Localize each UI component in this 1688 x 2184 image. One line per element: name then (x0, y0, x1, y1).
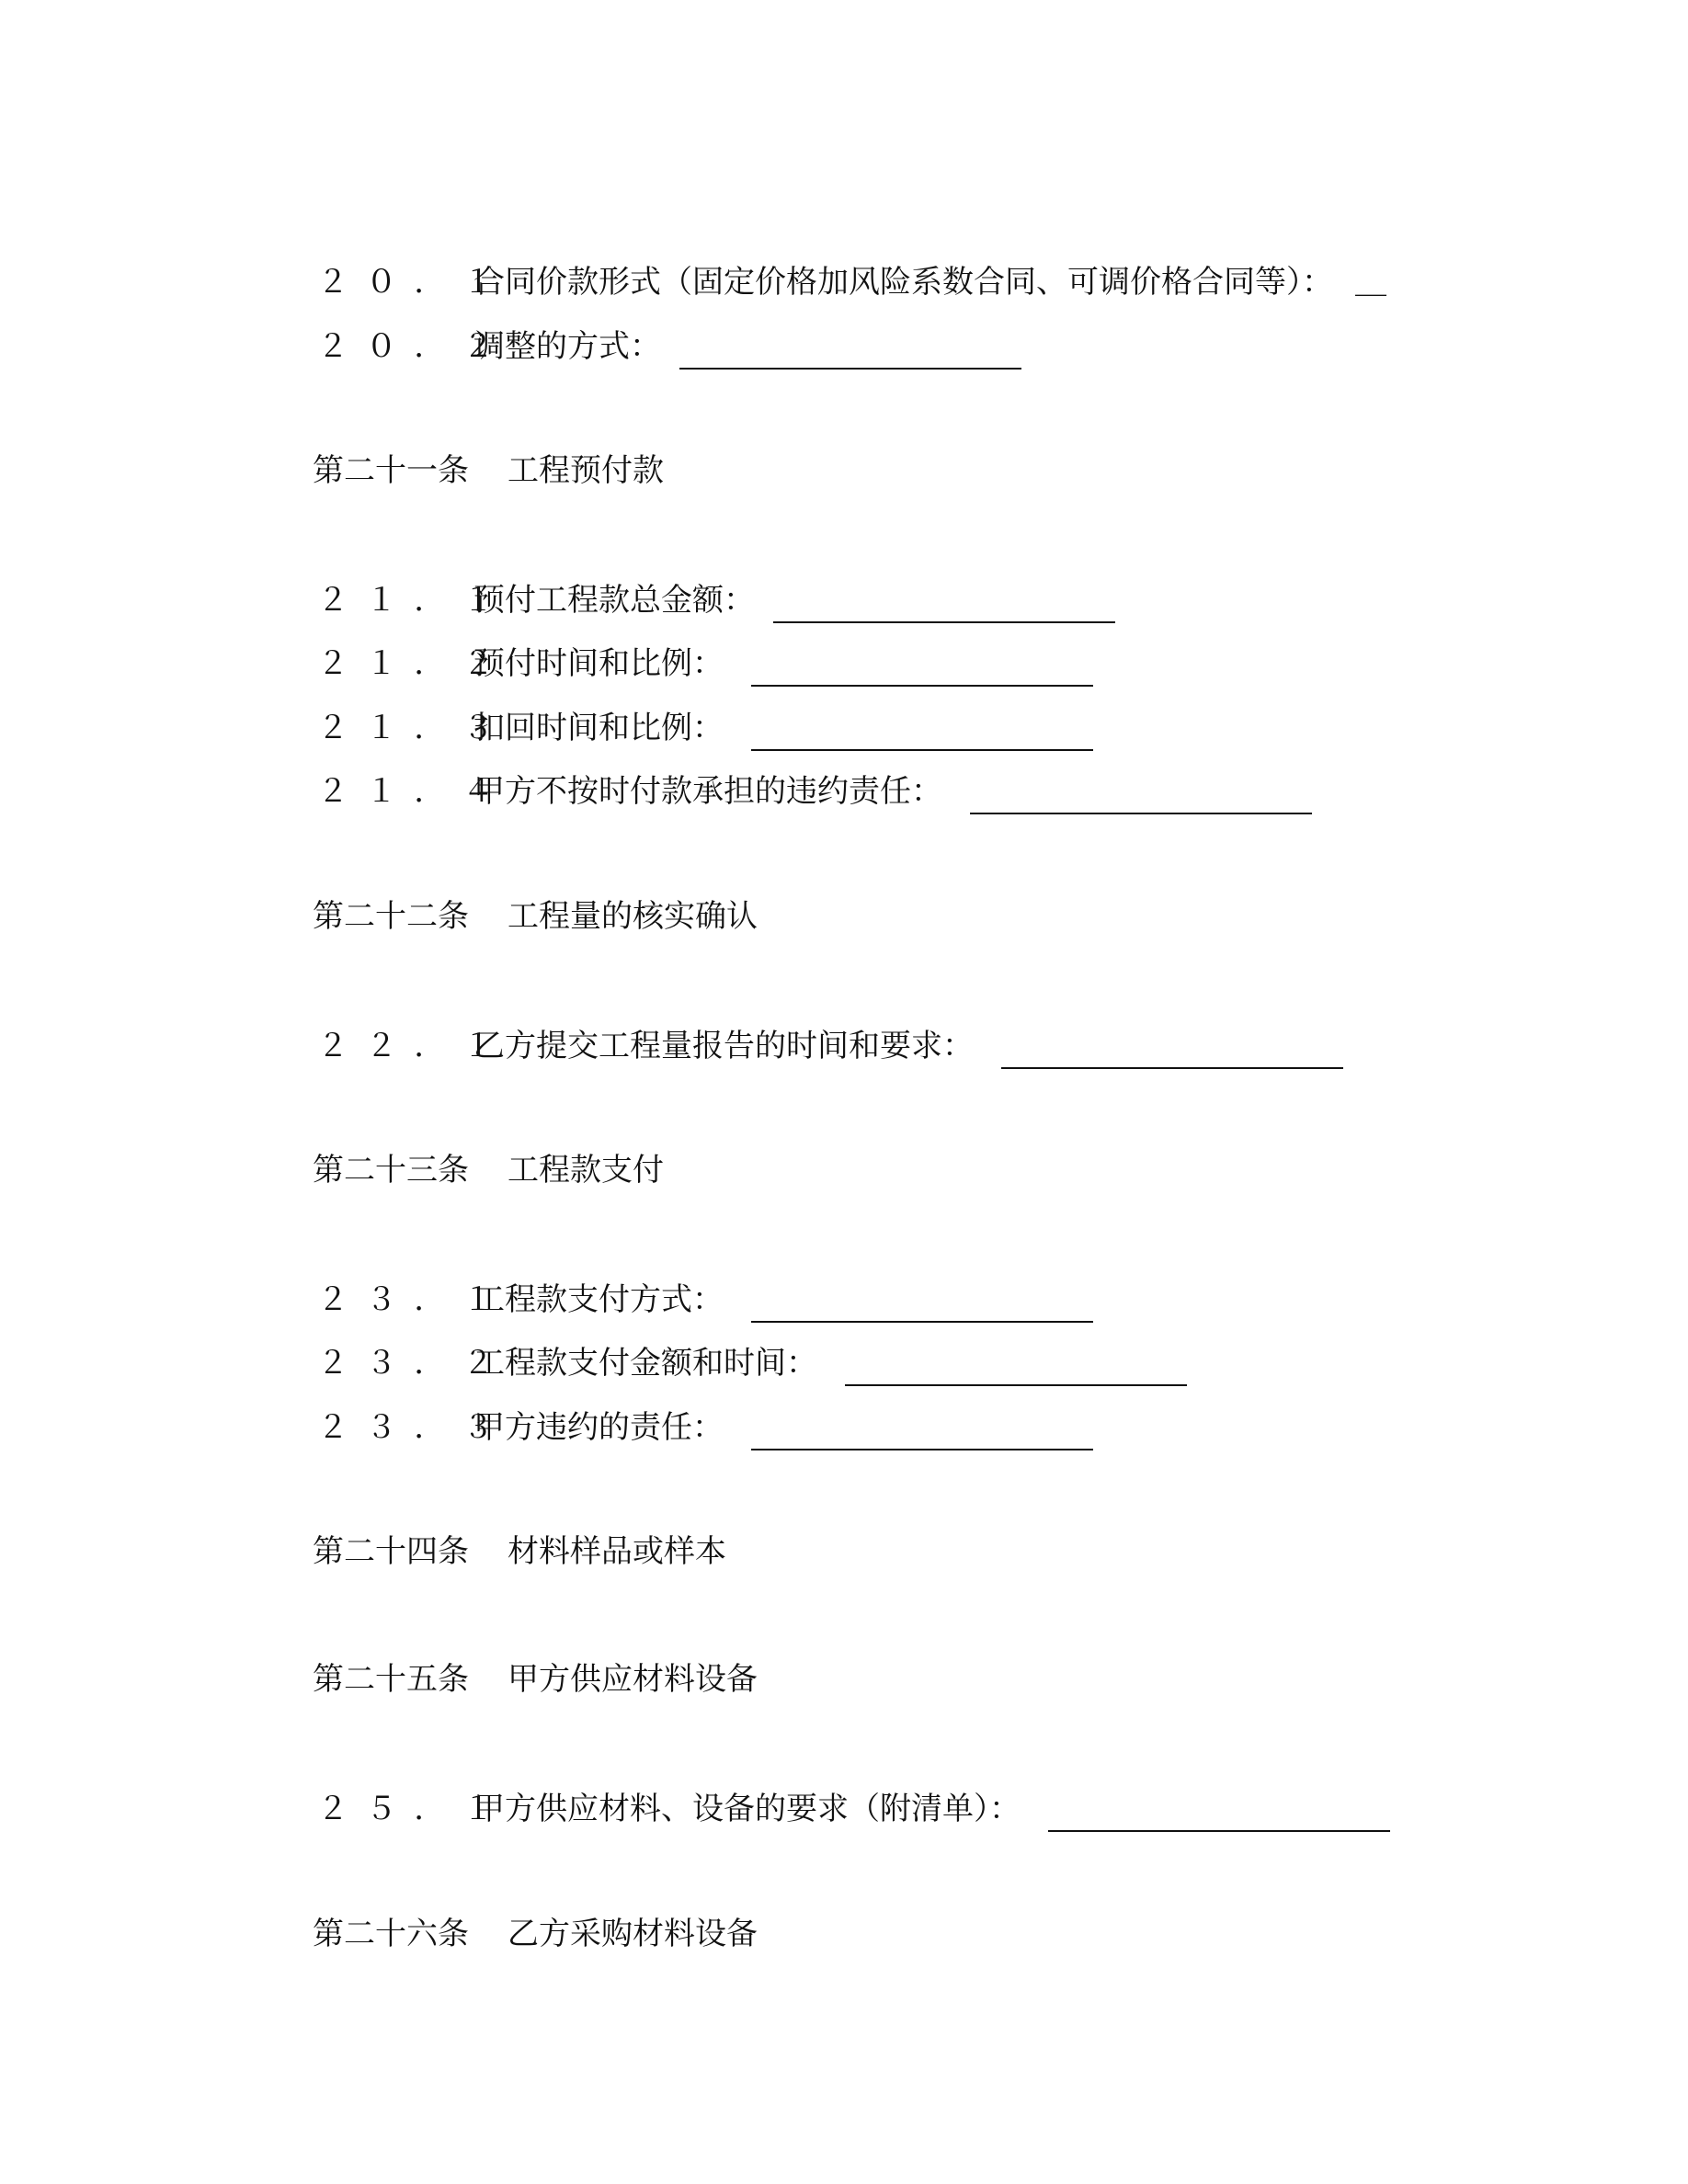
fill-in-blank[interactable] (751, 1321, 1093, 1323)
clause-22-1 (317, 1030, 1343, 1062)
article-21-heading (313, 452, 664, 489)
article-number: 第二十一条 (313, 452, 469, 489)
clause-number: ２０．２ (317, 328, 511, 365)
fill-in-blank[interactable] (970, 813, 1312, 814)
clause-25-1 (317, 1793, 1390, 1825)
clause-number: ２１．３ (317, 710, 511, 746)
clause-number: ２１．１ (317, 582, 511, 619)
article-24-heading (313, 1533, 726, 1570)
article-title: 工程款支付 (508, 1152, 664, 1189)
fill-in-blank[interactable] (1048, 1830, 1390, 1832)
fill-in-blank[interactable] (751, 749, 1093, 751)
article-title: 工程预付款 (508, 452, 664, 489)
clause-text: 甲方违约的责任： (473, 1409, 724, 1446)
clause-text: 甲方不按时付款承担的违约责任： (473, 773, 942, 810)
clause-text: 工程款支付金额和时间： (473, 1345, 817, 1382)
fill-in-blank[interactable] (751, 1449, 1093, 1450)
clause-text: 甲方供应材料、设备的要求（附清单）： (473, 1791, 1021, 1827)
article-title: 乙方采购材料设备 (508, 1916, 758, 1952)
clause-text: 扣回时间和比例： (473, 710, 724, 746)
clause-number: ２１．２ (317, 645, 511, 682)
fill-in-blank[interactable] (751, 685, 1093, 687)
fill-in-blank[interactable] (679, 368, 1021, 370)
article-title: 工程量的核实确认 (508, 898, 758, 935)
clause-number: ２３．２ (317, 1345, 511, 1382)
clause-20-1 (317, 264, 1386, 301)
clause-text: 预付时间和比例： (473, 645, 724, 682)
fill-in-blank[interactable] (1001, 1067, 1343, 1069)
clause-23-3 (317, 1409, 1093, 1446)
article-23-heading (313, 1152, 664, 1189)
clause-number: ２２．１ (317, 1028, 511, 1064)
article-22-heading (313, 898, 758, 935)
fill-in-blank[interactable] (773, 621, 1115, 623)
article-number: 第二十二条 (313, 898, 469, 935)
clause-number: ２１．４ (317, 773, 511, 810)
clause-number: ２３．３ (317, 1409, 511, 1446)
clause-number: ２０．１ (317, 264, 511, 301)
article-number: 第二十五条 (313, 1661, 469, 1698)
clause-21-2 (317, 645, 1093, 682)
clause-23-1 (317, 1281, 1093, 1318)
clause-21-3 (317, 712, 1093, 744)
clause-21-1 (317, 582, 1115, 619)
article-title: 材料样品或样本 (508, 1533, 726, 1570)
clause-text: 调整的方式： (473, 328, 661, 365)
clause-number: ２５．１ (317, 1791, 511, 1827)
fill-in-blank[interactable]: ＿ (1355, 264, 1386, 301)
article-26-heading (313, 1918, 758, 1950)
clause-text: 合同价款形式（固定价格加风险系数合同、可调价格合同等）： (473, 264, 1333, 301)
clause-number: ２３．１ (317, 1281, 511, 1318)
article-title: 甲方供应材料设备 (508, 1661, 758, 1698)
article-number: 第二十四条 (313, 1533, 469, 1570)
article-number: 第二十六条 (313, 1916, 469, 1952)
clause-text: 预付工程款总金额： (473, 582, 755, 619)
clause-23-2 (317, 1345, 1187, 1382)
clause-21-4 (317, 773, 1312, 810)
article-25-heading (313, 1661, 758, 1698)
clause-20-2 (317, 328, 1021, 365)
article-number: 第二十三条 (313, 1152, 469, 1189)
clause-text: 乙方提交工程量报告的时间和要求： (473, 1028, 974, 1064)
fill-in-blank[interactable] (845, 1384, 1187, 1386)
clause-text: 工程款支付方式： (473, 1281, 724, 1318)
